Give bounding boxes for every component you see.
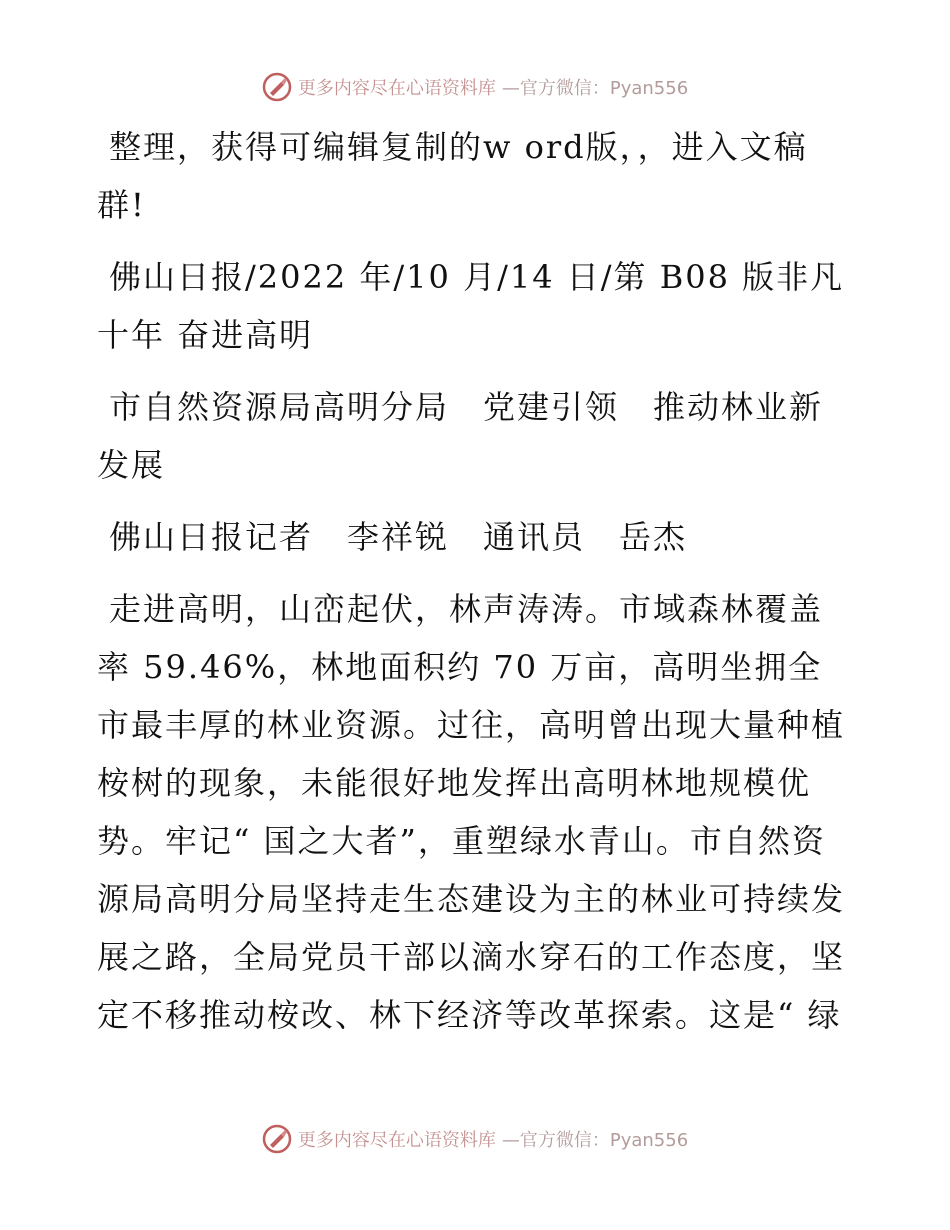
watermark-main-text: 更多内容尽在心语资料库	[297, 1130, 496, 1151]
pen-logo-icon	[262, 72, 292, 102]
pen-logo-icon	[262, 1124, 292, 1154]
body-paragraph: 走进高明，山峦起伏，林声涛涛。市域森林覆盖率 59.46%，林地面积约 70 万亩，高明坐拥全市最丰厚的林业资源。过往，高明曾出现大量种植桉树的现象，未能很好地发挥出高明林地规模优势。牢记“ 国之大者”，重塑绿水青山。市自然资源局高明分局坚持走生态建设为主的林业可持续发展之路，全局党员干部以滴水穿石的工作态度，坚定不移推动桉改、林下经济等改革探索。这是“ 绿	[97, 590, 846, 1034]
watermark-sub-text: —官方微信：Pyan556	[501, 78, 689, 99]
header-watermark	[0, 72, 950, 102]
document-body	[97, 118, 849, 1058]
intro-paragraph: 整理，获得可编辑复制的w ord版，，进入文稿群!	[97, 128, 808, 224]
byline: 佛山日报记者 李祥锐 通讯员 岳杰	[109, 518, 688, 556]
footer-watermark	[0, 1124, 950, 1154]
source-line: 佛山日报/2022 年/10 月/14 日/第 B08 版非凡十年 奋进高明	[97, 258, 845, 354]
watermark-sub-text: —官方微信：Pyan556	[501, 1130, 689, 1151]
watermark-main-text: 更多内容尽在心语资料库	[297, 78, 496, 99]
article-title: 市自然资源局高明分局 党建引领 推动林业新发展	[97, 388, 824, 484]
